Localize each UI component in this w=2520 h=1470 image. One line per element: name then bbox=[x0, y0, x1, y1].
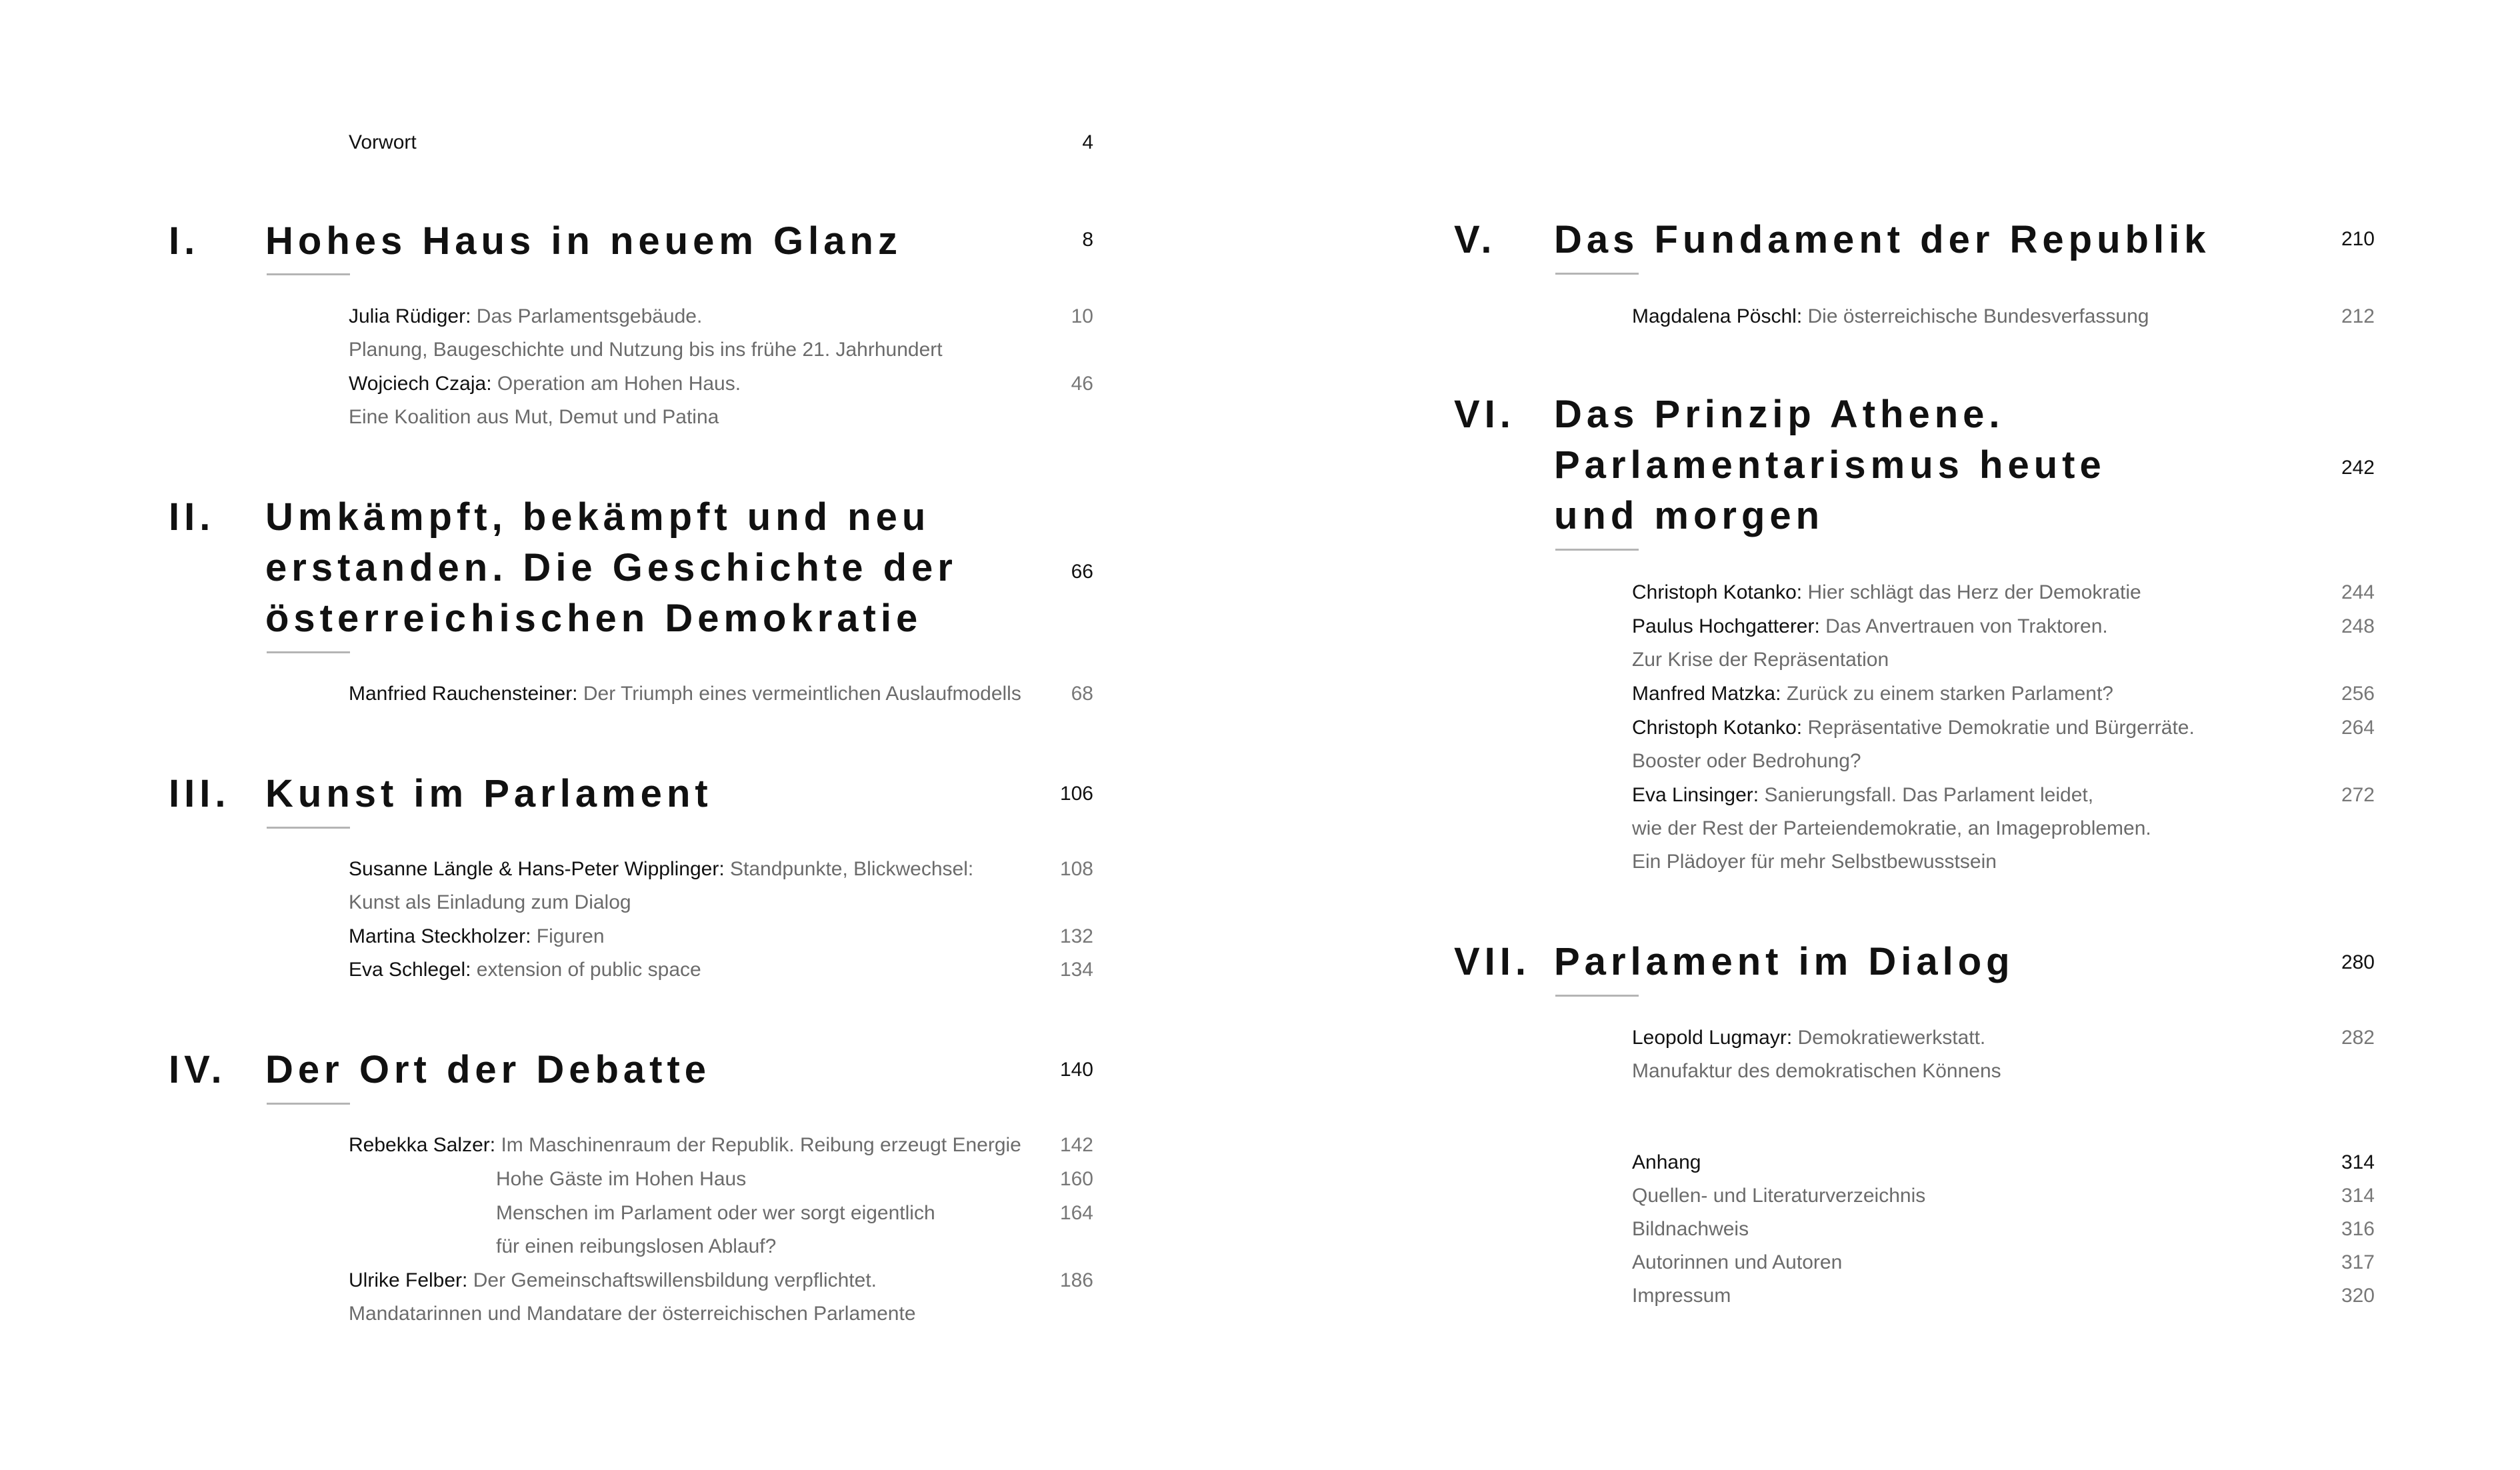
appendix-item[interactable]: Bildnachweis bbox=[1632, 1218, 1749, 1240]
entry-title: Repräsentative Demokratie und Bürgerräte. bbox=[1807, 717, 2195, 739]
chapter-page: 210 bbox=[2341, 228, 2375, 250]
chapter-page: 66 bbox=[1071, 561, 1093, 583]
toc-entry[interactable] bbox=[349, 1264, 877, 1297]
appendix-item[interactable]: Quellen- und Literaturverzeichnis bbox=[1632, 1185, 1926, 1207]
toc-entry[interactable] bbox=[1632, 576, 2141, 609]
entry-title-cont: für einen reibungslosen Ablauf? bbox=[496, 1235, 777, 1257]
chapter-numeral: II. bbox=[169, 495, 215, 539]
toc-entry[interactable] bbox=[1632, 711, 2195, 745]
entry-title-cont: Zur Krise der Repräsentation bbox=[1632, 649, 1889, 671]
appendix-item-page: 316 bbox=[2341, 1218, 2375, 1240]
entry-page: 186 bbox=[1059, 1269, 1093, 1291]
toc-entry[interactable] bbox=[349, 953, 701, 987]
entry-title: Sanierungsfall. Das Parlament leidet, bbox=[1764, 784, 2094, 806]
chapter-numeral: IV. bbox=[169, 1048, 227, 1091]
entry-author: Christoph Kotanko: bbox=[1632, 717, 1803, 739]
entry-title-cont: Manufaktur des demokratischen Könnens bbox=[1632, 1060, 2001, 1082]
entry-title-cont: Mandatarinnen und Mandatare der österreichischen Parlamente bbox=[349, 1303, 916, 1325]
foreword-page: 4 bbox=[1082, 131, 1093, 153]
chapter-rule bbox=[267, 273, 350, 275]
chapter-title[interactable]: Der Ort der Debatte bbox=[265, 1048, 711, 1091]
chapter-rule bbox=[267, 1103, 350, 1105]
entry-title: Demokratiewerkstatt. bbox=[1797, 1027, 1986, 1049]
chapter-rule bbox=[267, 827, 350, 829]
chapter-numeral: VII. bbox=[1454, 940, 1531, 983]
appendix-item-page: 314 bbox=[2341, 1185, 2375, 1207]
entry-page: 10 bbox=[1071, 305, 1093, 327]
entry-title: Figuren bbox=[536, 925, 605, 947]
entry-page: 134 bbox=[1059, 959, 1093, 981]
chapter-rule bbox=[1555, 549, 1639, 551]
entry-title-cont: Booster oder Bedrohung? bbox=[1632, 750, 1861, 772]
entry-title: Der Gemeinschaftswillensbildung verpflichtet. bbox=[473, 1269, 877, 1291]
entry-page: 272 bbox=[2341, 784, 2375, 806]
toc-entry[interactable]: Menschen im Parlament oder wer sorgt eigentlich bbox=[496, 1202, 935, 1224]
toc-entry[interactable] bbox=[1632, 779, 2093, 812]
entry-page: 248 bbox=[2341, 615, 2375, 637]
entry-author: Martina Steckholzer: bbox=[349, 925, 531, 947]
entry-author: Manfred Matzka: bbox=[1632, 683, 1781, 705]
entry-title: Die österreichische Bundesverfassung bbox=[1807, 305, 2149, 327]
toc-entry[interactable] bbox=[349, 853, 973, 886]
chapter-rule bbox=[1555, 273, 1639, 275]
toc-entry[interactable]: Hohe Gäste im Hohen Haus bbox=[496, 1168, 747, 1190]
chapter-title[interactable]: Hohes Haus in neuem Glanz bbox=[265, 219, 902, 263]
entry-author: Ulrike Felber: bbox=[349, 1269, 468, 1291]
toc-entry[interactable] bbox=[349, 920, 605, 953]
chapter-title[interactable]: erstanden. Die Geschichte der bbox=[265, 546, 957, 589]
appendix-item[interactable]: Impressum bbox=[1632, 1285, 1731, 1307]
toc-entry[interactable] bbox=[1632, 677, 2113, 711]
chapter-title[interactable]: und morgen bbox=[1554, 494, 1825, 537]
entry-author: Susanne Längle & Hans-Peter Wipplinger: bbox=[349, 858, 725, 880]
chapter-numeral: III. bbox=[169, 772, 231, 815]
entry-title-cont: wie der Rest der Parteiendemokratie, an Imageproblemen. bbox=[1632, 817, 2151, 839]
entry-page: 108 bbox=[1059, 858, 1093, 880]
entry-author: Christoph Kotanko: bbox=[1632, 581, 1803, 603]
chapter-page: 242 bbox=[2341, 457, 2375, 479]
entry-title: Im Maschinenraum der Republik. Reibung erzeugt Energie bbox=[501, 1134, 1021, 1156]
chapter-rule bbox=[1555, 995, 1639, 997]
entry-page: 160 bbox=[1059, 1168, 1093, 1190]
entry-title: Das Anvertrauen von Traktoren. bbox=[1825, 615, 2108, 637]
chapter-title[interactable]: Kunst im Parlament bbox=[265, 772, 713, 815]
foreword-label[interactable]: Vorwort bbox=[349, 131, 417, 153]
entry-author: Julia Rüdiger: bbox=[349, 305, 471, 327]
chapter-title[interactable]: Das Fundament der Republik bbox=[1554, 218, 2211, 261]
entry-title: Standpunkte, Blickwechsel: bbox=[730, 858, 974, 880]
toc-entry[interactable] bbox=[349, 1129, 1021, 1162]
toc-entry[interactable] bbox=[349, 367, 741, 401]
entry-title-cont: Ein Plädoyer für mehr Selbstbewusstsein bbox=[1632, 851, 1997, 873]
entry-page: 142 bbox=[1059, 1134, 1093, 1156]
entry-page: 212 bbox=[2341, 305, 2375, 327]
toc-entry[interactable] bbox=[1632, 610, 2108, 643]
chapter-title[interactable]: österreichischen Demokratie bbox=[265, 597, 923, 640]
entry-title-cont: Kunst als Einladung zum Dialog bbox=[349, 891, 631, 913]
entry-title: extension of public space bbox=[476, 959, 701, 981]
chapter-title[interactable]: Parlamentarismus heute bbox=[1554, 443, 2106, 487]
entry-title-cont: Eine Koalition aus Mut, Demut und Patina bbox=[349, 406, 719, 428]
entry-author: Leopold Lugmayr: bbox=[1632, 1027, 1793, 1049]
entry-author: Eva Schlegel: bbox=[349, 959, 471, 981]
appendix-item-page: 317 bbox=[2341, 1251, 2375, 1273]
chapter-numeral: I. bbox=[169, 219, 200, 263]
entry-author: Rebekka Salzer: bbox=[349, 1134, 496, 1156]
entry-title: Zurück zu einem starken Parlament? bbox=[1786, 683, 2113, 705]
entry-author: Wojciech Czaja: bbox=[349, 373, 492, 395]
chapter-title[interactable]: Parlament im Dialog bbox=[1554, 940, 2015, 983]
entry-page: 244 bbox=[2341, 581, 2375, 603]
appendix-item[interactable]: Autorinnen und Autoren bbox=[1632, 1251, 1843, 1273]
entry-page: 46 bbox=[1071, 373, 1093, 395]
entry-author: Manfried Rauchensteiner: bbox=[349, 683, 578, 705]
toc-entry[interactable] bbox=[349, 677, 1021, 711]
chapter-title[interactable]: Umkämpft, bekämpft und neu bbox=[265, 495, 931, 539]
entry-title: Operation am Hohen Haus. bbox=[497, 373, 741, 395]
entry-author: Eva Linsinger: bbox=[1632, 784, 1759, 806]
entry-page: 68 bbox=[1071, 683, 1093, 705]
entry-page: 164 bbox=[1059, 1202, 1093, 1224]
entry-author: Paulus Hochgatterer: bbox=[1632, 615, 1820, 637]
entry-title-cont: Planung, Baugeschichte und Nutzung bis ins frühe 21. Jahrhundert bbox=[349, 339, 943, 361]
chapter-rule bbox=[267, 651, 350, 653]
appendix-label[interactable]: Anhang bbox=[1632, 1151, 1701, 1173]
chapter-numeral: VI. bbox=[1454, 393, 1515, 436]
entry-title: Der Triumph eines vermeintlichen Auslaufmodells bbox=[583, 683, 1021, 705]
entry-page: 264 bbox=[2341, 717, 2375, 739]
entry-page: 282 bbox=[2341, 1027, 2375, 1049]
appendix-item-page: 320 bbox=[2341, 1285, 2375, 1307]
toc-entry[interactable] bbox=[349, 300, 702, 333]
chapter-page: 140 bbox=[1059, 1059, 1093, 1081]
entry-author: Magdalena Pöschl: bbox=[1632, 305, 1803, 327]
entry-title: Hier schlägt das Herz der Demokratie bbox=[1807, 581, 2141, 603]
chapter-title[interactable]: Das Prinzip Athene. bbox=[1554, 393, 2005, 436]
chapter-page: 106 bbox=[1059, 783, 1093, 805]
entry-page: 256 bbox=[2341, 683, 2375, 705]
entry-title: Das Parlamentsgebäude. bbox=[476, 305, 703, 327]
chapter-numeral: V. bbox=[1454, 218, 1497, 261]
appendix-page: 314 bbox=[2341, 1151, 2375, 1173]
entry-page: 132 bbox=[1059, 925, 1093, 947]
toc-entry[interactable] bbox=[1632, 300, 2149, 333]
toc-entry[interactable] bbox=[1632, 1021, 1985, 1055]
chapter-page: 8 bbox=[1082, 229, 1093, 251]
chapter-page: 280 bbox=[2341, 951, 2375, 973]
